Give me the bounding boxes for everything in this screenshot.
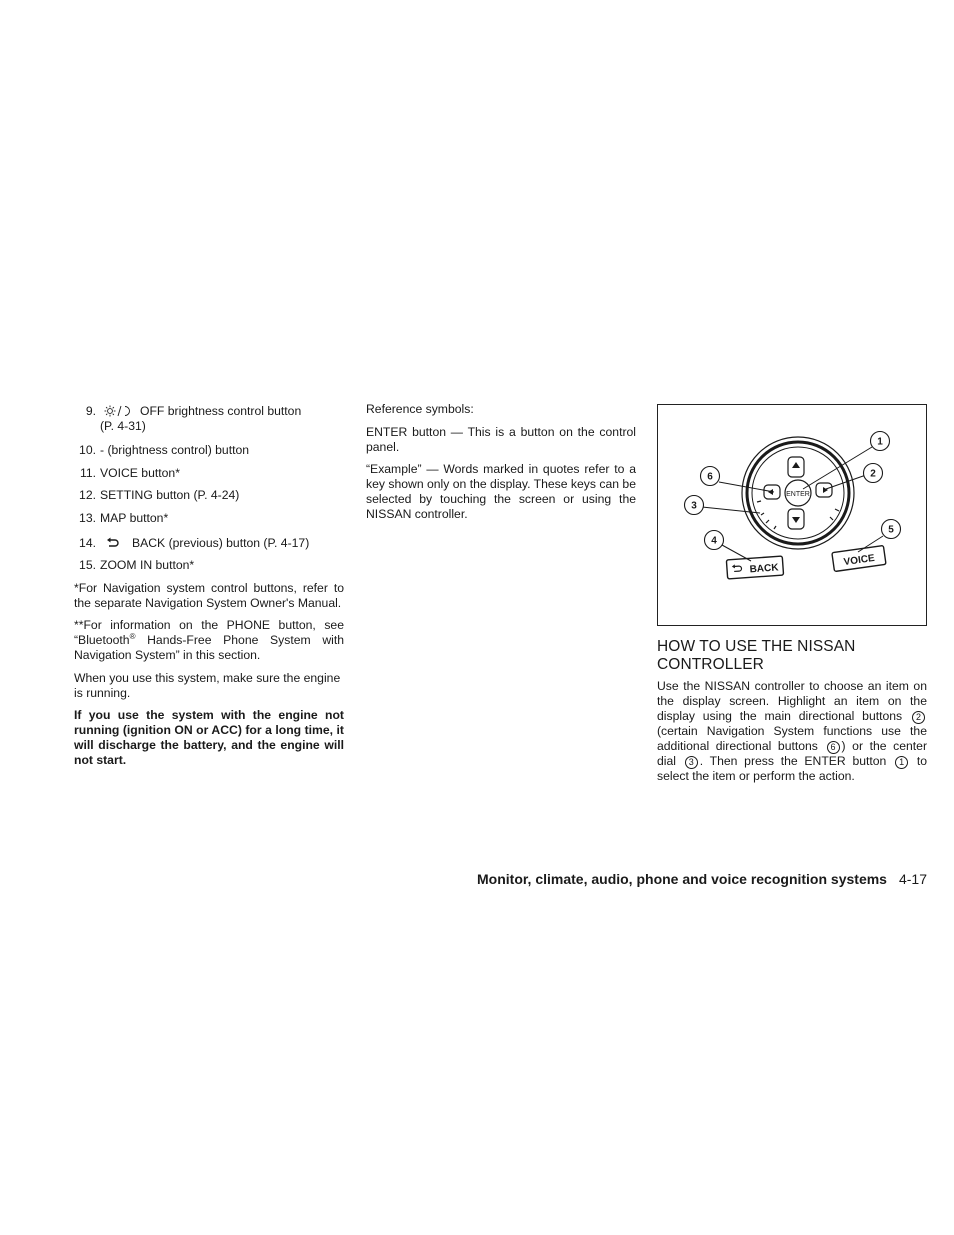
voice-button xyxy=(832,545,886,571)
page-number: 4-17 xyxy=(898,871,927,887)
list-number: 9. xyxy=(85,404,96,418)
enter-definition: ENTER button — This is a button on the control panel. xyxy=(366,424,636,454)
callout-ref-2: 2 xyxy=(912,711,925,724)
list-text: VOICE button* xyxy=(100,465,180,480)
voice-label: VOICE xyxy=(843,552,876,569)
list-item xyxy=(74,404,344,434)
callout-1-label: 1 xyxy=(877,436,883,448)
list-item xyxy=(74,488,344,503)
callout-5-label: 5 xyxy=(888,524,894,536)
list-text: SETTING button (P. 4-24) xyxy=(100,488,240,502)
phone-note xyxy=(74,618,344,663)
footer-section-title: Monitor, climate, audio, phone and voice recognition systems xyxy=(477,871,887,887)
list-text: BACK (previous) button (P. 4-17) xyxy=(132,535,310,550)
example-definition: “Example” — Words marked in quotes refer to a key shown only on the display. These keys can be selected by touching the screen or using the NISSAN controller. xyxy=(366,462,636,521)
list-number: 11. xyxy=(79,465,96,480)
body-text-5: to select the item or perform the action. xyxy=(657,754,928,783)
list-item xyxy=(74,443,344,458)
back-arrow-icon xyxy=(106,537,120,549)
list-number: 13. xyxy=(79,510,96,525)
callout-2-label: 2 xyxy=(870,468,876,480)
body-text-1: Use the NISSAN controller to choose an item on the display screen. Highlight an item on the display using the main directional buttons xyxy=(657,679,927,723)
middle-column xyxy=(366,402,636,530)
back-label: BACK xyxy=(749,562,779,576)
list-text: MAP button* xyxy=(100,510,169,525)
list-item xyxy=(74,511,344,526)
list-item xyxy=(74,558,344,573)
body-text-2: (certain Navigation System functions use the additional directional buttons xyxy=(657,724,927,753)
list-number: 10. xyxy=(79,443,96,457)
section-heading: HOW TO USE THE NISSAN CONTROLLER xyxy=(657,638,856,673)
phone-note-text-b: Hands-Free Phone System with Navigation System” in this section. xyxy=(74,633,344,662)
callout-6-label: 6 xyxy=(707,471,713,483)
body-text-3: ) or the center dial xyxy=(657,739,928,768)
list-number: 15. xyxy=(79,558,96,572)
callout-4-label: 4 xyxy=(711,535,717,547)
left-column xyxy=(74,404,344,776)
list-item xyxy=(74,466,344,481)
engine-note: When you use this system, make sure the engine is running. xyxy=(74,670,341,700)
controller-diagram xyxy=(658,405,926,625)
callout-ref-6: 6 xyxy=(827,741,840,754)
list-number: 12. xyxy=(79,488,96,502)
enter-label: ENTER xyxy=(786,491,810,498)
reference-symbols-title: Reference symbols: xyxy=(366,402,474,416)
back-button xyxy=(726,556,783,579)
battery-warning: If you use the system with the engine not running (ignition ON or ACC) for a long time, it will discharge the battery, and the engine will not start. xyxy=(74,708,344,767)
right-column xyxy=(657,404,927,792)
list-text: - (brightness control) button xyxy=(100,443,250,457)
body-text-4: . Then press the ENTER button xyxy=(699,754,887,768)
callout-ref-3: 3 xyxy=(685,756,698,769)
callout-3-label: 3 xyxy=(691,500,697,512)
list-text: OFF brightness control button xyxy=(140,404,302,418)
page-footer xyxy=(477,872,927,887)
section-body xyxy=(657,679,927,784)
registered-mark: ® xyxy=(129,631,136,641)
list-text: ZOOM IN button* xyxy=(100,558,195,572)
list-number: 14. xyxy=(79,535,96,550)
list-item xyxy=(74,536,344,551)
list-text-continued: (P. 4-31) xyxy=(100,419,146,433)
phone-note-text-a: **For information on the PHONE button, see “Bluetooth xyxy=(74,618,344,647)
callout-ref-1: 1 xyxy=(895,756,908,769)
sun-moon-icon xyxy=(104,405,134,417)
navigation-note: *For Navigation system control buttons, refer to the separate Navigation System Owner's Manual. xyxy=(74,580,344,610)
controller-figure xyxy=(657,404,927,626)
